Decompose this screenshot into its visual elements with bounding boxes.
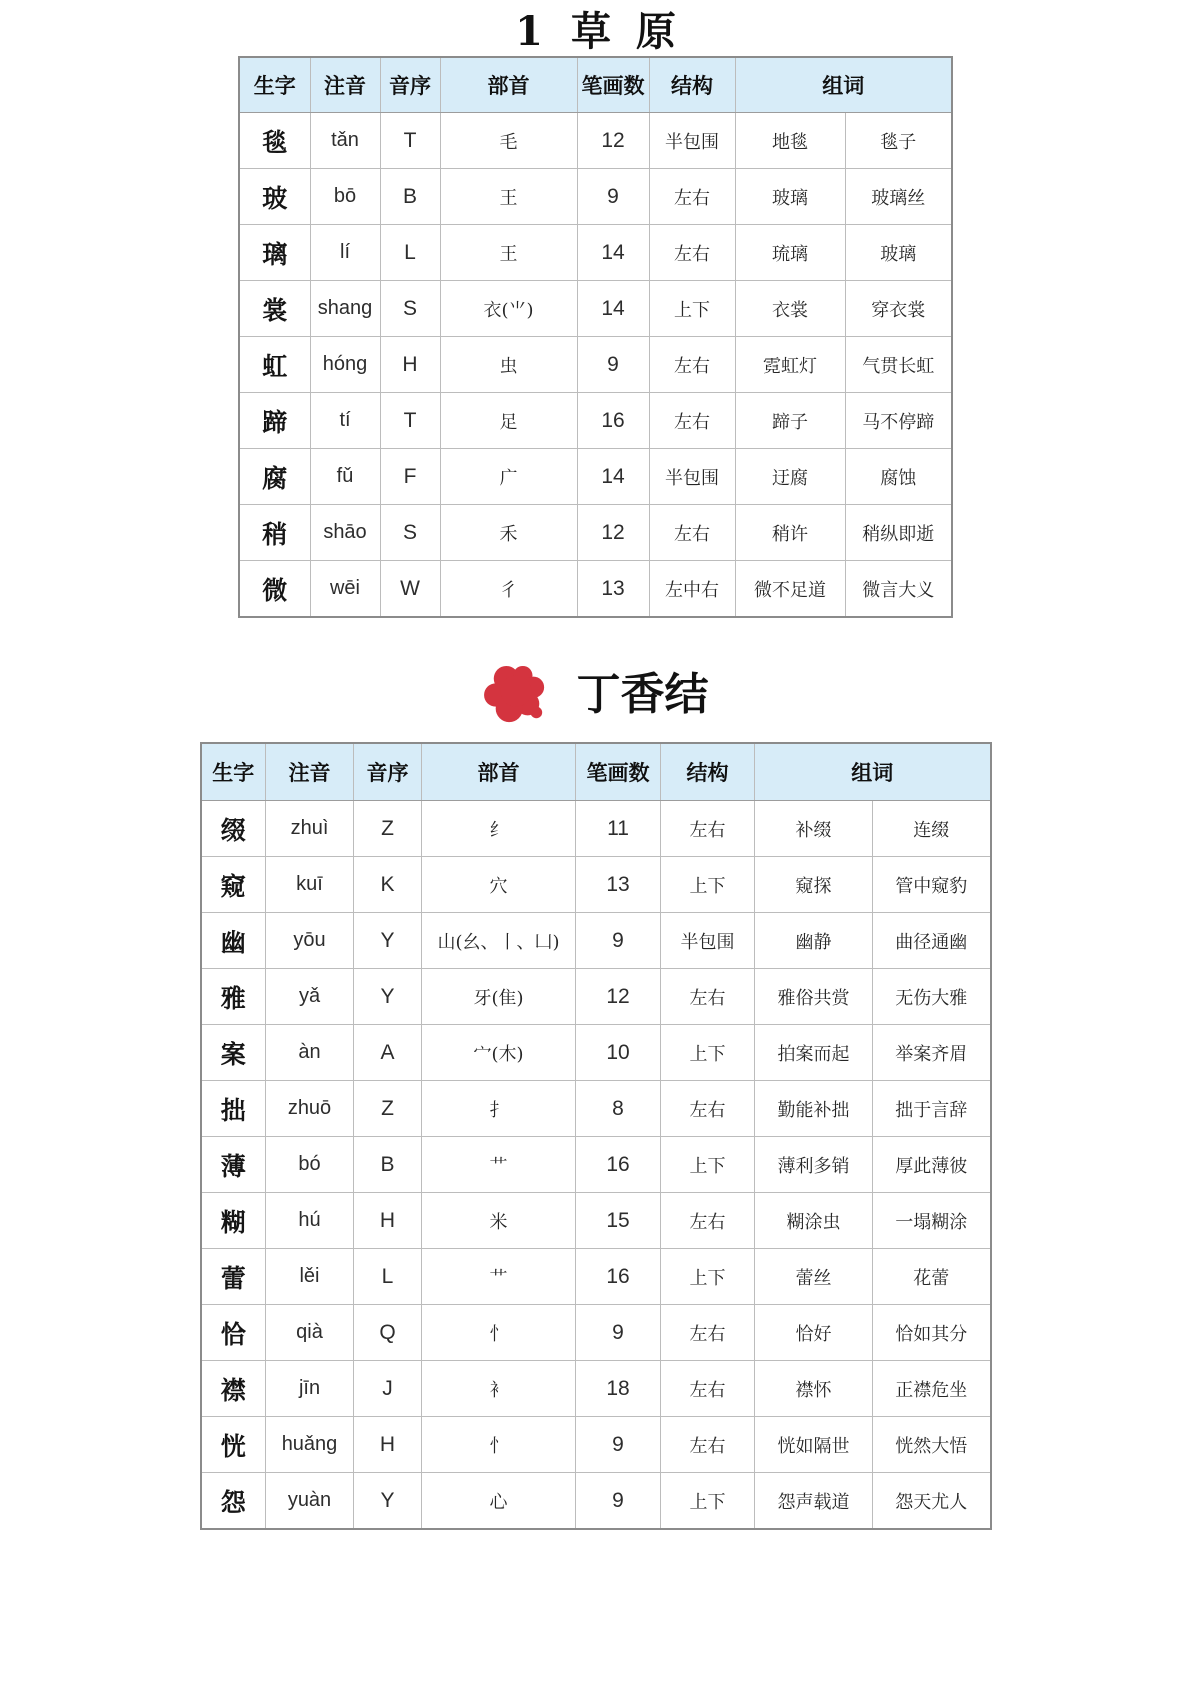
character-cell: 襟 — [201, 1361, 266, 1417]
pinyin-cell: yōu — [266, 913, 354, 969]
radical-cell: 米 — [422, 1193, 576, 1249]
radical-cell: 虫 — [440, 337, 577, 393]
vocab-table-dingxiangjie — [200, 742, 992, 1530]
structure-cell: 左右 — [649, 225, 735, 281]
pinyin-cell: zhuì — [266, 801, 354, 857]
alphabetical-order-cell: W — [380, 561, 440, 618]
character-cell: 蕾 — [201, 1249, 266, 1305]
table-row — [201, 1361, 991, 1417]
alphabetical-order-cell: L — [354, 1249, 422, 1305]
table-row — [239, 225, 952, 281]
structure-cell: 左右 — [661, 1081, 755, 1137]
character-cell: 裳 — [239, 281, 310, 337]
word-cell: 襟怀 — [755, 1361, 873, 1417]
character-cell: 恍 — [201, 1417, 266, 1473]
column-header: 生字 — [239, 57, 310, 113]
word-cell: 恍然大悟 — [873, 1417, 991, 1473]
alphabetical-order-cell: Y — [354, 913, 422, 969]
structure-cell: 上下 — [649, 281, 735, 337]
stroke-count-cell: 13 — [577, 561, 649, 618]
stroke-count-cell: 12 — [576, 969, 661, 1025]
column-header: 笔画数 — [577, 57, 649, 113]
column-header: 笔画数 — [576, 743, 661, 801]
word-cell: 玻璃 — [845, 225, 952, 281]
alphabetical-order-cell: L — [380, 225, 440, 281]
word-cell: 幽静 — [755, 913, 873, 969]
pinyin-cell: àn — [266, 1025, 354, 1081]
red-ink-blob-icon — [483, 664, 551, 726]
word-cell: 举案齐眉 — [873, 1025, 991, 1081]
pinyin-cell: hú — [266, 1193, 354, 1249]
pinyin-cell: tí — [310, 393, 380, 449]
word-cell: 拙于言辞 — [873, 1081, 991, 1137]
structure-cell: 左右 — [661, 1417, 755, 1473]
character-cell: 雅 — [201, 969, 266, 1025]
character-cell: 虹 — [239, 337, 310, 393]
stroke-count-cell: 9 — [577, 169, 649, 225]
word-cell: 微不足道 — [735, 561, 845, 618]
pinyin-cell: kuī — [266, 857, 354, 913]
structure-cell: 左中右 — [649, 561, 735, 618]
alphabetical-order-cell: T — [380, 393, 440, 449]
character-cell: 缀 — [201, 801, 266, 857]
structure-cell: 半包围 — [649, 113, 735, 169]
stroke-count-cell: 15 — [576, 1193, 661, 1249]
structure-cell: 半包围 — [661, 913, 755, 969]
character-cell: 腐 — [239, 449, 310, 505]
table-row — [201, 913, 991, 969]
word-cell: 蕾丝 — [755, 1249, 873, 1305]
pinyin-cell: fǔ — [310, 449, 380, 505]
word-cell: 稍许 — [735, 505, 845, 561]
table-row — [201, 1417, 991, 1473]
radical-cell: 广 — [440, 449, 577, 505]
word-cell: 蹄子 — [735, 393, 845, 449]
table-row — [201, 857, 991, 913]
word-cell: 微言大义 — [845, 561, 952, 618]
structure-cell: 左右 — [661, 1361, 755, 1417]
word-cell: 毯子 — [845, 113, 952, 169]
alphabetical-order-cell: A — [354, 1025, 422, 1081]
table-row — [201, 1305, 991, 1361]
character-cell: 玻 — [239, 169, 310, 225]
stroke-count-cell: 14 — [577, 281, 649, 337]
character-cell: 幽 — [201, 913, 266, 969]
column-header: 部首 — [440, 57, 577, 113]
alphabetical-order-cell: Q — [354, 1305, 422, 1361]
lesson-title-dingxiangjie — [0, 662, 1191, 728]
word-cell: 曲径通幽 — [873, 913, 991, 969]
alphabetical-order-cell: Y — [354, 969, 422, 1025]
character-cell: 恰 — [201, 1305, 266, 1361]
radical-cell: 扌 — [422, 1081, 576, 1137]
column-header: 音序 — [380, 57, 440, 113]
stroke-count-cell: 16 — [576, 1249, 661, 1305]
word-cell: 管中窥豹 — [873, 857, 991, 913]
column-header: 结构 — [649, 57, 735, 113]
column-header: 组词 — [755, 743, 991, 801]
word-cell: 无伤大雅 — [873, 969, 991, 1025]
pinyin-cell: huǎng — [266, 1417, 354, 1473]
structure-cell: 左右 — [649, 393, 735, 449]
radical-cell: 心 — [422, 1473, 576, 1530]
word-cell: 衣裳 — [735, 281, 845, 337]
word-cell: 稍纵即逝 — [845, 505, 952, 561]
pinyin-cell: shāo — [310, 505, 380, 561]
radical-cell: 衤 — [422, 1361, 576, 1417]
structure-cell: 左右 — [661, 1305, 755, 1361]
word-cell: 糊涂虫 — [755, 1193, 873, 1249]
pinyin-cell: qià — [266, 1305, 354, 1361]
structure-cell: 左右 — [661, 1193, 755, 1249]
word-cell: 连缀 — [873, 801, 991, 857]
radical-cell: 宀(木) — [422, 1025, 576, 1081]
table-row — [239, 337, 952, 393]
structure-cell: 左右 — [649, 337, 735, 393]
character-cell: 蹄 — [239, 393, 310, 449]
header-row — [201, 743, 991, 801]
word-cell: 气贯长虹 — [845, 337, 952, 393]
column-header: 结构 — [661, 743, 755, 801]
character-cell: 璃 — [239, 225, 310, 281]
structure-cell: 上下 — [661, 1473, 755, 1530]
radical-cell: 王 — [440, 225, 577, 281]
table-row — [201, 801, 991, 857]
character-cell: 毯 — [239, 113, 310, 169]
stroke-count-cell: 12 — [577, 113, 649, 169]
stroke-count-cell: 8 — [576, 1081, 661, 1137]
stroke-count-cell: 16 — [576, 1137, 661, 1193]
lesson-title-text: 草原 — [571, 8, 701, 55]
word-cell: 穿衣裳 — [845, 281, 952, 337]
radical-cell: 禾 — [440, 505, 577, 561]
table-row — [201, 1137, 991, 1193]
column-header: 注音 — [310, 57, 380, 113]
character-cell: 薄 — [201, 1137, 266, 1193]
stroke-count-cell: 14 — [577, 225, 649, 281]
radical-cell: 毛 — [440, 113, 577, 169]
word-cell: 补缀 — [755, 801, 873, 857]
character-cell: 微 — [239, 561, 310, 618]
pinyin-cell: bō — [310, 169, 380, 225]
stroke-count-cell: 10 — [576, 1025, 661, 1081]
word-cell: 一塌糊涂 — [873, 1193, 991, 1249]
word-cell: 拍案而起 — [755, 1025, 873, 1081]
radical-cell: 纟 — [422, 801, 576, 857]
word-cell: 窥探 — [755, 857, 873, 913]
word-cell: 霓虹灯 — [735, 337, 845, 393]
alphabetical-order-cell: H — [354, 1417, 422, 1473]
alphabetical-order-cell: S — [380, 505, 440, 561]
alphabetical-order-cell: J — [354, 1361, 422, 1417]
structure-cell: 左右 — [661, 969, 755, 1025]
alphabetical-order-cell: H — [380, 337, 440, 393]
table-row — [201, 1081, 991, 1137]
table-row — [239, 113, 952, 169]
pinyin-cell: jīn — [266, 1361, 354, 1417]
table-body — [201, 801, 991, 1530]
word-cell: 厚此薄彼 — [873, 1137, 991, 1193]
pinyin-cell: yǎ — [266, 969, 354, 1025]
stroke-count-cell: 14 — [577, 449, 649, 505]
radical-cell: 穴 — [422, 857, 576, 913]
pinyin-cell: zhuō — [266, 1081, 354, 1137]
radical-cell: 忄 — [422, 1305, 576, 1361]
lesson-number: 1 — [515, 8, 544, 55]
stroke-count-cell: 9 — [576, 1417, 661, 1473]
radical-cell: 忄 — [422, 1417, 576, 1473]
stroke-count-cell: 13 — [576, 857, 661, 913]
radical-cell: 王 — [440, 169, 577, 225]
word-cell: 玻璃丝 — [845, 169, 952, 225]
word-cell: 怨声载道 — [755, 1473, 873, 1530]
radical-cell: 艹 — [422, 1249, 576, 1305]
table-row — [239, 281, 952, 337]
table-row — [201, 1193, 991, 1249]
pinyin-cell: shang — [310, 281, 380, 337]
pinyin-cell: yuàn — [266, 1473, 354, 1530]
structure-cell: 上下 — [661, 857, 755, 913]
character-cell: 糊 — [201, 1193, 266, 1249]
word-cell: 恰好 — [755, 1305, 873, 1361]
word-cell: 琉璃 — [735, 225, 845, 281]
table-row — [239, 449, 952, 505]
radical-cell: 牙(隹) — [422, 969, 576, 1025]
section-dingxiangjie — [0, 662, 1191, 1530]
stroke-count-cell: 9 — [576, 913, 661, 969]
radical-cell: 山(幺、丨、凵) — [422, 913, 576, 969]
radical-cell: 艹 — [422, 1137, 576, 1193]
stroke-count-cell: 11 — [576, 801, 661, 857]
table-row — [239, 393, 952, 449]
table-row — [201, 1025, 991, 1081]
word-cell: 雅俗共赏 — [755, 969, 873, 1025]
stroke-count-cell: 9 — [577, 337, 649, 393]
stroke-count-cell: 18 — [576, 1361, 661, 1417]
character-cell: 怨 — [201, 1473, 266, 1530]
word-cell: 腐蚀 — [845, 449, 952, 505]
radical-cell: 彳 — [440, 561, 577, 618]
vocab-table-caoyuan — [238, 56, 953, 618]
radical-cell: 衣(⺌) — [440, 281, 577, 337]
word-cell: 恍如隔世 — [755, 1417, 873, 1473]
alphabetical-order-cell: F — [380, 449, 440, 505]
stroke-count-cell: 9 — [576, 1305, 661, 1361]
word-cell: 迂腐 — [735, 449, 845, 505]
column-header: 生字 — [201, 743, 266, 801]
pinyin-cell: lěi — [266, 1249, 354, 1305]
pinyin-cell: tǎn — [310, 113, 380, 169]
structure-cell: 左右 — [649, 505, 735, 561]
word-cell: 马不停蹄 — [845, 393, 952, 449]
alphabetical-order-cell: Z — [354, 801, 422, 857]
character-cell: 窥 — [201, 857, 266, 913]
structure-cell: 左右 — [649, 169, 735, 225]
word-cell: 勤能补拙 — [755, 1081, 873, 1137]
column-header: 组词 — [735, 57, 952, 113]
lesson-title-text: 丁香结 — [576, 669, 709, 720]
stroke-count-cell: 9 — [576, 1473, 661, 1530]
column-header: 注音 — [266, 743, 354, 801]
word-cell: 正襟危坐 — [873, 1361, 991, 1417]
word-cell: 玻璃 — [735, 169, 845, 225]
alphabetical-order-cell: Y — [354, 1473, 422, 1530]
word-cell: 地毯 — [735, 113, 845, 169]
table-row — [201, 1473, 991, 1530]
character-cell: 案 — [201, 1025, 266, 1081]
structure-cell: 上下 — [661, 1025, 755, 1081]
alphabetical-order-cell: Z — [354, 1081, 422, 1137]
stroke-count-cell: 12 — [577, 505, 649, 561]
header-row — [239, 57, 952, 113]
character-cell: 稍 — [239, 505, 310, 561]
section-caoyuan — [0, 0, 1191, 618]
table-row — [239, 169, 952, 225]
alphabetical-order-cell: B — [354, 1137, 422, 1193]
alphabetical-order-cell: B — [380, 169, 440, 225]
pinyin-cell: hóng — [310, 337, 380, 393]
column-header: 音序 — [354, 743, 422, 801]
word-cell: 恰如其分 — [873, 1305, 991, 1361]
structure-cell: 上下 — [661, 1137, 755, 1193]
alphabetical-order-cell: T — [380, 113, 440, 169]
pinyin-cell: lí — [310, 225, 380, 281]
alphabetical-order-cell: K — [354, 857, 422, 913]
column-header: 部首 — [422, 743, 576, 801]
radical-cell: 足 — [440, 393, 577, 449]
character-cell: 拙 — [201, 1081, 266, 1137]
word-cell: 薄利多销 — [755, 1137, 873, 1193]
pinyin-cell: bó — [266, 1137, 354, 1193]
table-row — [239, 561, 952, 618]
structure-cell: 半包围 — [649, 449, 735, 505]
alphabetical-order-cell: H — [354, 1193, 422, 1249]
word-cell: 花蕾 — [873, 1249, 991, 1305]
lesson-title-caoyuan — [0, 0, 1191, 56]
table-row — [239, 505, 952, 561]
stroke-count-cell: 16 — [577, 393, 649, 449]
table-body — [239, 113, 952, 618]
pinyin-cell: wēi — [310, 561, 380, 618]
table-row — [201, 1249, 991, 1305]
structure-cell: 左右 — [661, 801, 755, 857]
alphabetical-order-cell: S — [380, 281, 440, 337]
structure-cell: 上下 — [661, 1249, 755, 1305]
table-row — [201, 969, 991, 1025]
word-cell: 怨天尤人 — [873, 1473, 991, 1530]
